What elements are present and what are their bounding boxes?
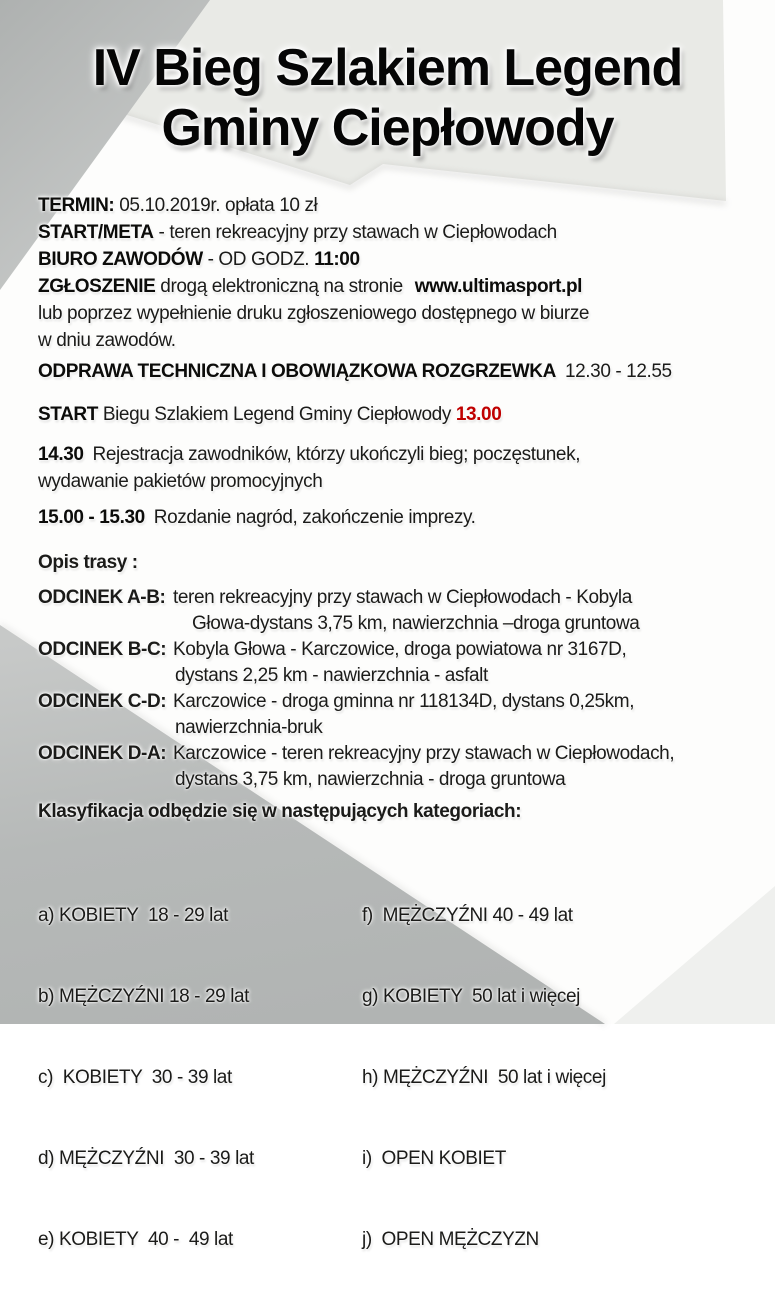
rejestracja-time: 14.30	[38, 444, 84, 465]
category-item: g) KOBIETY 50 lat i więcej	[362, 986, 580, 1007]
category-column-left	[38, 848, 254, 1307]
title-line-2: Gminy Ciepłowody	[161, 99, 614, 157]
event-info-block	[38, 192, 757, 354]
rozdanie-time: 15.00 - 15.30	[38, 507, 145, 528]
zgloszenie-label: ZGŁOSZENIE	[38, 276, 156, 297]
segment-line2: nawierzchnia-bruk	[175, 717, 323, 738]
biuro-label: BIURO ZAWODÓW	[38, 249, 203, 270]
segment-line2: dystans 3,75 km, nawierzchnia - droga gruntowa	[175, 769, 566, 790]
route-segment	[38, 585, 757, 637]
biuro-line: BIURO ZAWODÓW - OD GODZ. 11:00	[38, 249, 360, 270]
odprawa-time: 12.30 - 12.55	[564, 361, 672, 382]
classification-heading: Klasyfikacja odbędzie się w następujących kategoriach:	[38, 801, 522, 822]
segment-label: ODCINEK C-D:	[38, 691, 167, 712]
route-segment	[38, 689, 757, 741]
segment-line1: Karczowice - teren rekreacyjny przy stawach w Ciepłowodach,	[173, 743, 675, 764]
odprawa-line	[38, 358, 757, 385]
category-item: c) KOBIETY 30 - 39 lat	[38, 1067, 232, 1088]
start-meta-label: START/META	[38, 222, 154, 243]
category-item: i) OPEN KOBIET	[362, 1148, 506, 1169]
segment-label: ODCINEK B-C:	[38, 639, 167, 660]
category-column-right	[362, 848, 606, 1307]
start-time: 13.00	[455, 404, 502, 425]
start-label: START	[38, 404, 98, 425]
zgloszenie-continuation-2: w dniu zawodów.	[38, 330, 176, 351]
start-meta-line: START/META - teren rekreacyjny przy stawach w Ciepłowodach	[38, 222, 557, 243]
segment-label: ODCINEK D-A:	[38, 743, 167, 764]
category-item: d) MĘŻCZYŹNI 30 - 39 lat	[38, 1148, 254, 1169]
category-item: b) MĘŻCZYŹNI 18 - 29 lat	[38, 986, 250, 1007]
category-item: h) MĘŻCZYŹNI 50 lat i więcej	[362, 1067, 606, 1088]
category-item: e) KOBIETY 40 - 49 lat	[38, 1229, 233, 1250]
route-segments	[38, 585, 757, 793]
segment-line2: Głowa-dystans 3,75 km, nawierzchnia –droga gruntowa	[192, 613, 640, 634]
category-columns	[38, 848, 775, 1250]
biuro-time: 11:00	[314, 249, 360, 270]
segment-line1: Kobyla Głowa - Karczowice, droga powiatowa nr 3167D,	[173, 639, 627, 660]
category-item: j) OPEN MĘŻCZYZN	[362, 1229, 539, 1250]
zgloszenie-continuation: lub poprzez wypełnienie druku zgłoszeniowego dostępnego w biurze	[38, 303, 590, 324]
poster-title	[0, 38, 775, 158]
segment-line1: Karczowice - droga gminna nr 118134D, dystans 0,25km,	[173, 691, 635, 712]
registration-url: www.ultimasport.pl	[414, 276, 583, 297]
rejestracja-block	[38, 441, 757, 495]
category-item: a) KOBIETY 18 - 29 lat	[38, 905, 229, 926]
start-line: START Biegu Szlakiem Legend Gminy Ciepłowody 13.00	[38, 404, 502, 425]
route-heading: Opis trasy :	[38, 552, 138, 573]
termin-label: TERMIN:	[38, 195, 115, 216]
rozdanie-line: 15.00 - 15.30 Rozdanie nagród, zakończenie imprezy.	[38, 507, 476, 528]
rejestracja-continuation: wydawanie pakietów promocyjnych	[38, 471, 323, 492]
category-item: f) MĘŻCZYŹNI 40 - 49 lat	[362, 905, 573, 926]
route-segment	[38, 637, 757, 689]
odprawa-label: ODPRAWA TECHNICZNA I OBOWIĄZKOWA ROZGRZEWKA	[38, 361, 556, 382]
termin-line: TERMIN: 05.10.2019r. opłata 10 zł	[38, 195, 318, 216]
segment-label: ODCINEK A-B:	[38, 587, 166, 608]
title-line-1: IV Bieg Szlakiem Legend	[92, 39, 683, 97]
rejestracja-line: 14.30 Rejestracja zawodników, którzy ukończyli bieg; poczęstunek,	[38, 444, 581, 465]
zgloszenie-line: ZGŁOSZENIE drogą elektroniczną na stronie www.ultimasport.pl	[38, 276, 583, 297]
segment-line1: teren rekreacyjny przy stawach w Ciepłowodach - Kobyla	[173, 587, 632, 608]
route-segment	[38, 741, 757, 793]
segment-line2: dystans 2,25 km - nawierzchnia - asfalt	[175, 665, 488, 686]
